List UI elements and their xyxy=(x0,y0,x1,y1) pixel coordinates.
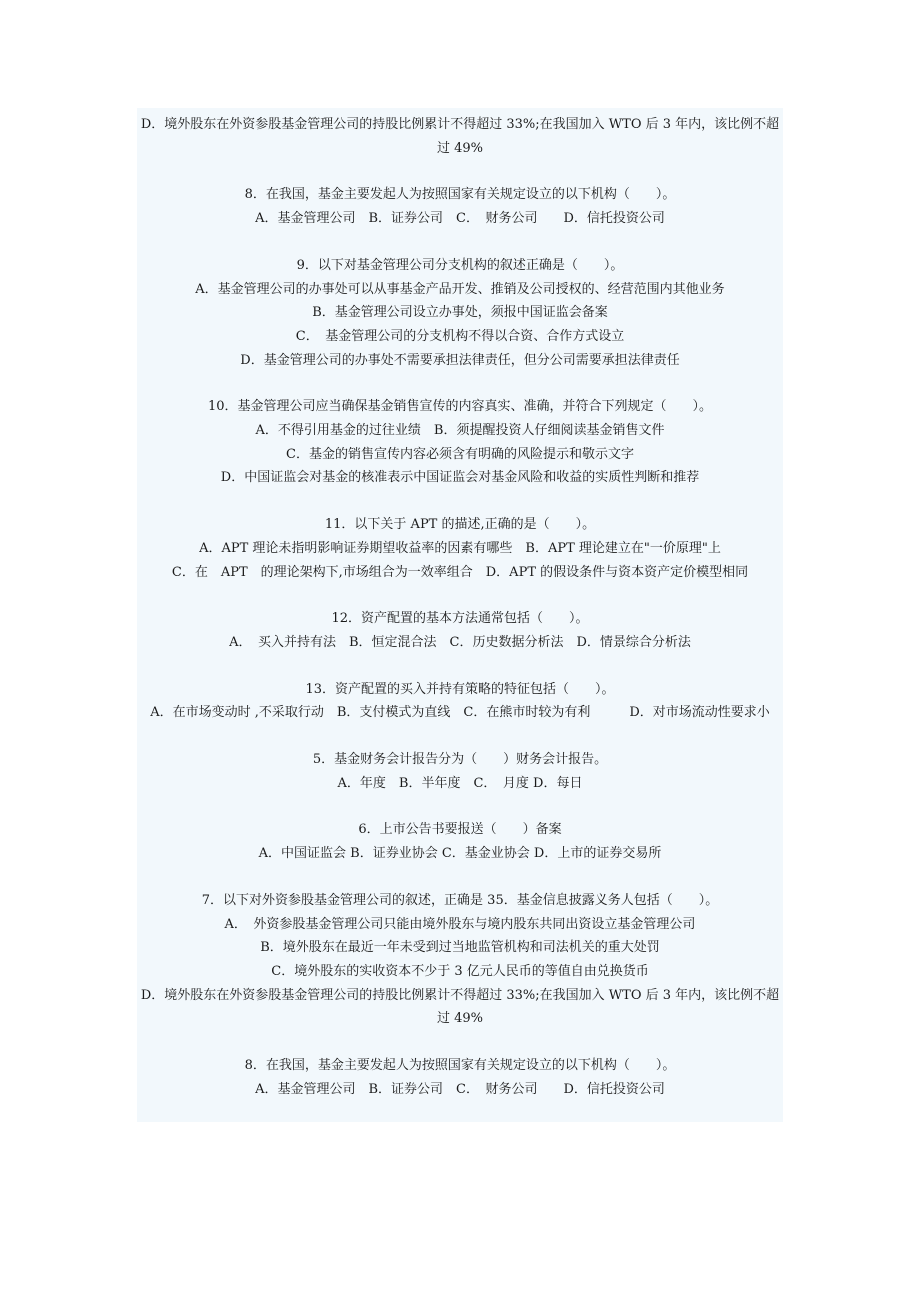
answer-option-line: A．年度 B．半年度 C． 月度 D．每日 xyxy=(337,775,583,791)
answer-option-line: D．基金管理公司的办事处不需要承担法律责任，但分公司需要承担法律责任 xyxy=(240,352,680,368)
question-block xyxy=(137,113,783,160)
question-block xyxy=(137,183,783,230)
question-text: 7．以下对外资参股基金管理公司的叙述，正确是 35．基金信息披露义务人包括（ ）。 xyxy=(201,892,719,908)
answer-option-line: A． 外资参股基金管理公司只能由境外股东与境内股东共同出资设立基金管理公司 xyxy=(224,916,696,932)
question-block xyxy=(137,889,783,1031)
question-text: 12．资产配置的基本方法通常包括（ ）。 xyxy=(331,611,589,627)
answer-option-line: A．中国证监会 B．证券业协会 C．基金业协会 D．上市的证券交易所 xyxy=(258,846,662,862)
question-block xyxy=(137,818,783,865)
question-text: 8．在我国，基金主要发起人为按照国家有关规定设立的以下机构（ ）。 xyxy=(244,1058,676,1074)
answer-option-line: C．在 APT 的理论架构下,市场组合为一效率组合 D．APT 的假设条件与资本资产定价模型相同 xyxy=(171,564,749,580)
answer-option-line: A．基金管理公司 B．证券公司 C． 财务公司 D．信托投资公司 xyxy=(255,211,665,227)
answer-option-line: A．在市场变动时 ,不采取行动 B．支付模式为直线 C．在熊市时较为有利 D．对市场流动性要求小 xyxy=(150,705,770,721)
answer-option-line: A．基金管理公司的办事处可以从事基金产品开发、推销及公司授权的、经营范围内其他业务 xyxy=(195,281,725,297)
question-block xyxy=(137,513,783,584)
answer-option-line: D．中国证监会对基金的核准表示中国证监会对基金风险和收益的实质性判断和推荐 xyxy=(220,470,700,486)
answer-option-line: A．基金管理公司 B．证券公司 C． 财务公司 D．信托投资公司 xyxy=(255,1081,665,1097)
answer-option-line: D．境外股东在外资参股基金管理公司的持股比例累计不得超过 33%;在我国加入 WTO 后 3 年内，该比例不超过 49% xyxy=(140,117,780,156)
answer-option-line: C． 基金管理公司的分支机构不得以合资、合作方式设立 xyxy=(295,328,625,344)
answer-option-line: A． 买入并持有法 B．恒定混合法 C．历史数据分析法 D．情景综合分析法 xyxy=(229,634,691,650)
question-text: 8．在我国，基金主要发起人为按照国家有关规定设立的以下机构（ ）。 xyxy=(244,187,676,203)
question-block xyxy=(137,395,783,490)
answer-option-line: B．基金管理公司设立办事处，须报中国证监会备案 xyxy=(312,305,608,321)
answer-option-line: D．境外股东在外资参股基金管理公司的持股比例累计不得超过 33%;在我国加入 WTO 后 3 年内，该比例不超过 49% xyxy=(140,987,780,1027)
answer-option-line: C．基金的销售宣传内容必须含有明确的风险提示和敬示文字 xyxy=(286,446,634,462)
question-block xyxy=(137,254,783,373)
exam-questions-panel xyxy=(137,108,783,1122)
question-block xyxy=(137,678,783,725)
question-text: 9．以下对基金管理公司分支机构的叙述正确是（ ）。 xyxy=(296,257,624,273)
question-text: 6．上市公告书要报送（ ）备案 xyxy=(358,822,562,838)
question-text: 11．以下关于 APT 的描述,正确的是（ ）。 xyxy=(324,517,596,533)
answer-option-line: A．不得引用基金的过往业绩 B．须提醒投资人仔细阅读基金销售文件 xyxy=(255,423,665,439)
answer-option-line: B．境外股东在最近一年未受到过当地监管机构和司法机关的重大处罚 xyxy=(260,940,660,956)
question-block xyxy=(137,748,783,795)
answer-option-line: A．APT 理论未指明影响证券期望收益率的因素有哪些 B．APT 理论建立在"一价原理"上 xyxy=(199,540,721,556)
question-text: 5．基金财务会计报告分为（ ）财务会计报告。 xyxy=(312,752,608,768)
answer-option-line: C．境外股东的实收资本不少于 3 亿元人民币的等值自由兑换货币 xyxy=(271,963,649,979)
question-text: 13．资产配置的买入并持有策略的特征包括（ ）。 xyxy=(305,681,615,697)
question-text: 10．基金管理公司应当确保基金销售宣传的内容真实、准确，并符合下列规定（ ）。 xyxy=(207,399,713,415)
question-block xyxy=(137,1054,783,1101)
question-block xyxy=(137,607,783,654)
